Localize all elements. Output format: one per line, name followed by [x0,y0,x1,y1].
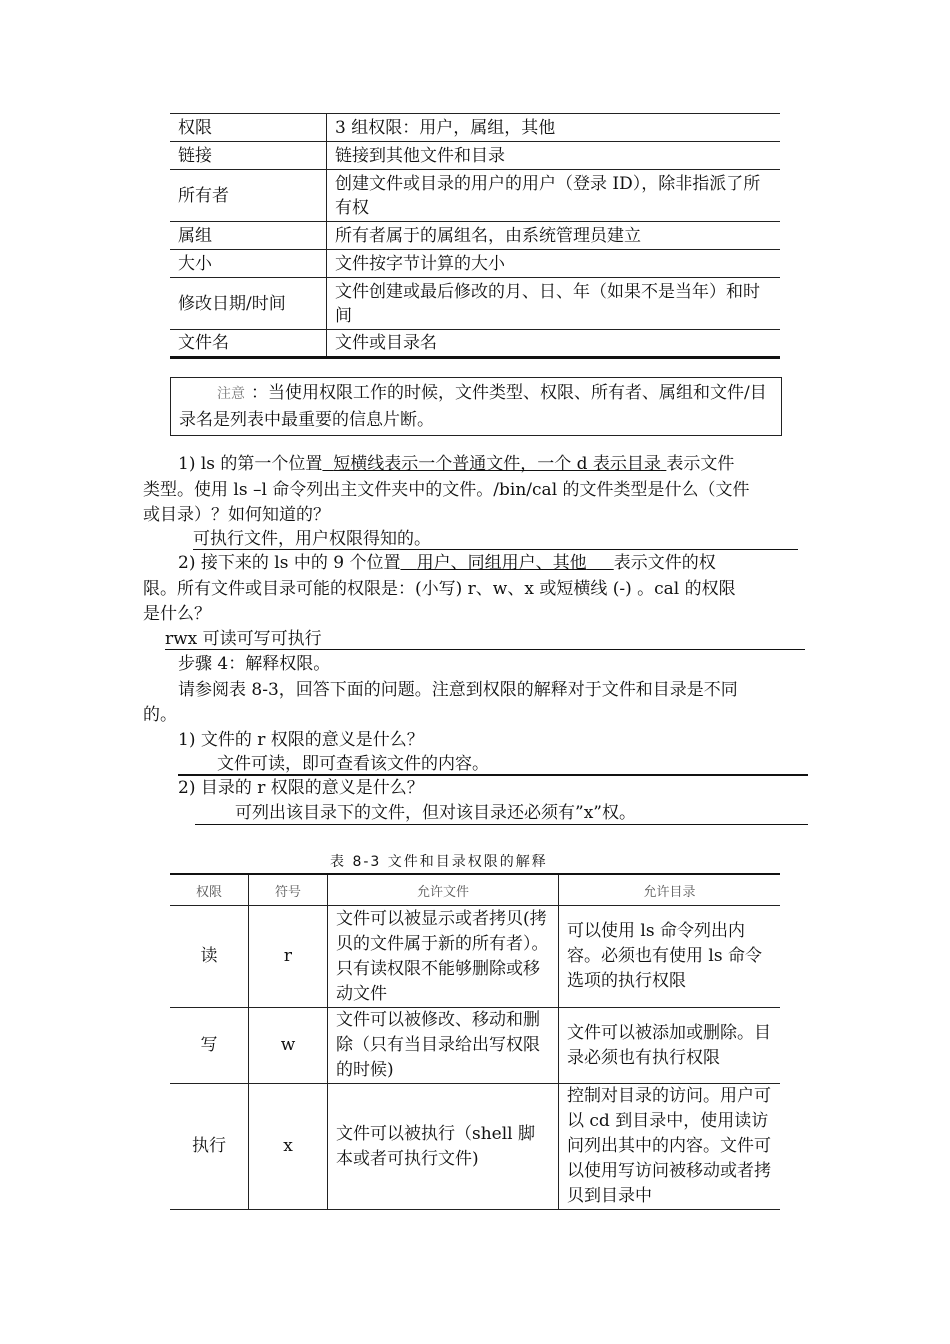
field-description: 文件按字节计算的大小 [327,250,781,278]
q2-line2: 限。所有文件或目录可能的权限是：(小写) r、w、x 或短横线 (-) 。cal 的权限 [143,579,736,599]
q1-line1 [178,452,734,477]
file-meaning: 文件可以被显示或者拷贝(拷贝的文件属于新的所有者）。只有读权限不能够删除或移动文件 [328,906,559,1008]
permissions-table [170,873,780,1210]
directory-meaning: 可以使用 ls 命令列出内容。必须也有使用 ls 命令选项的执行权限 [559,906,781,1008]
field-description: 3 组权限：用户，属组，其他 [327,114,781,142]
column-header: 符号 [249,874,328,906]
table-row [170,114,780,142]
step4-intro-line1: 请参阅表 8-3，回答下面的问题。注意到权限的解释对于文件和目录是不同 [178,680,738,700]
answer-underline [195,824,808,825]
q2-line1 [178,551,716,576]
step4-question2: 2) 目录的 r 权限的意义是什么？ [178,778,424,798]
q1-blank: 短横线表示一个普通文件，一个 d 表示目录 [333,454,661,474]
field-name: 属组 [170,222,327,250]
table-row [170,906,780,1008]
answer-underline [165,649,805,650]
note-text: ：当使用权限工作的时候，文件类型、权限、所有者、属组和文件/目录名是列表中最重要的信息片断。 [179,383,767,430]
field-name: 文件名 [170,330,327,358]
field-name: 权限 [170,114,327,142]
field-description: 创建文件或目录的用户的用户（登录 ID），除非指派了所有权 [327,170,781,222]
q1-answer: 可执行文件，用户权限得知的。 [193,529,431,549]
step4-answer1: 文件可读，即可查看该文件的内容。 [217,754,489,774]
field-description: 文件创建或最后修改的月、日、年（如果不是当年）和时间 [327,278,781,330]
table-row [170,170,780,222]
table-row [170,330,780,358]
q2-blank: 用户、同组用户、其他 [416,553,587,573]
permission-symbol: w [249,1008,328,1084]
column-header: 允许目录 [559,874,781,906]
permission-name: 执行 [170,1084,249,1210]
permission-name: 写 [170,1008,249,1084]
answer-underline [193,549,798,550]
table-row [170,1008,780,1084]
field-description: 文件或目录名 [327,330,781,358]
q1-prefix: 1) ls 的第一个位置 [178,454,323,474]
table-row [170,142,780,170]
q2-prefix: 2) 接下来的 ls 中的 9 个位置 [178,553,401,573]
field-description: 链接到其他文件和目录 [327,142,781,170]
field-name: 大小 [170,250,327,278]
q2-answer: rwx 可读可写可执行 [165,629,322,649]
field-name: 链接 [170,142,327,170]
note-label: 注意 [217,386,245,402]
q2-suffix: 表示文件的权 [613,553,716,573]
step4-intro-line2: 的。 [143,705,177,725]
field-description: 所有者属于的属组名，由系统管理员建立 [327,222,781,250]
table-row [170,250,780,278]
table-caption: 表 8-3 文件和目录权限的解释 [330,854,548,870]
file-meaning: 文件可以被修改、移动和删除（只有当目录给出写权限的时候) [328,1008,559,1084]
permission-symbol: r [249,906,328,1008]
file-listing-fields-table [170,113,780,359]
field-name: 修改日期/时间 [170,278,327,330]
permission-symbol: x [249,1084,328,1210]
q1-suffix: 表示文件 [666,454,735,474]
permission-name: 读 [170,906,249,1008]
directory-meaning: 文件可以被添加或删除。目录必须也有执行权限 [559,1008,781,1084]
column-header: 允许文件 [328,874,559,906]
field-name: 所有者 [170,170,327,222]
table-row [170,1084,780,1210]
file-meaning: 文件可以被执行（shell 脚本或者可执行文件) [328,1084,559,1210]
step4-question1: 1) 文件的 r 权限的意义是什么？ [178,730,424,750]
q2-line3: 是什么？ [143,604,211,624]
q1-line2: 类型。使用 ls –l 命令列出主文件夹中的文件。/bin/cal 的文件类型是什么（文件 [143,480,750,500]
q1-line3: 或目录）？如何知道的？ [143,505,330,525]
table-row [170,222,780,250]
table-row [170,278,780,330]
step4-title: 步骤 4：解释权限。 [178,654,331,674]
directory-meaning: 控制对目录的访问。用户可以 cd 到目录中，使用读访问列出其中的内容。文件可以使用写访问被移动或者拷贝到目录中 [559,1084,781,1210]
step4-answer2: 可列出该目录下的文件，但对该目录还必须有”x”权。 [235,803,636,823]
note-box [170,377,782,436]
table-header-row [170,874,780,906]
column-header: 权限 [170,874,249,906]
